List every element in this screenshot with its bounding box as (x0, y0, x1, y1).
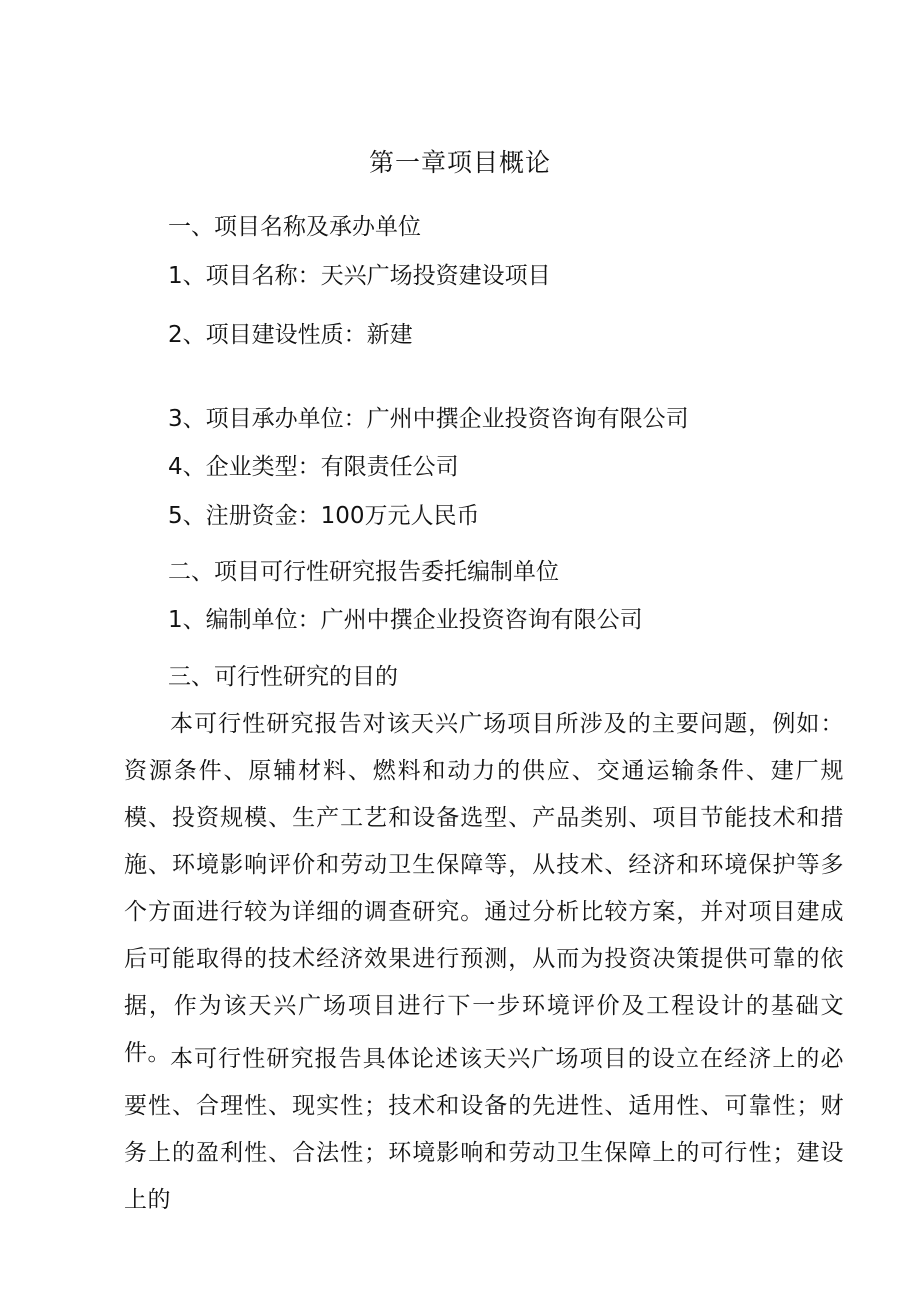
purpose-paragraph-1: 本可行性研究报告对该天兴广场项目所涉及的主要问题，例如：资源条件、原辅材料、燃料和动力的供应、交通运输条件、建厂规模、投资规模、生产工艺和设备选型、产品类别、项目节能技术和措施、环境影响评价和劳动卫生保障等，从技术、经济和环境保护等多个方面进行较为详细的调查研究。通过分析比较方案，并对项目建成后可能取得的技术经济效果进行预测，从而为投资决策提供可靠的依据，作为该天兴广场项目进行下一步环境评价及工程设计的基础文件。 (124, 711, 844, 1066)
item-project-name: 1、项目名称：天兴广场投资建设项目 (168, 263, 551, 289)
item-undertaking-unit: 3、项目承办单位：广州中撰企业投资咨询有限公司 (168, 406, 689, 432)
section-1-heading: 一、项目名称及承办单位 (168, 214, 421, 240)
chapter-title: 第一章项目概论 (368, 148, 551, 177)
section-2-heading: 二、项目可行性研究报告委托编制单位 (168, 559, 559, 585)
item-compiling-unit: 1、编制单位：广州中撰企业投资咨询有限公司 (168, 607, 643, 633)
item-construction-nature: 2、项目建设性质：新建 (168, 322, 413, 348)
purpose-paragraph-2: 本可行性研究报告具体论述该天兴广场项目的设立在经济上的必要性、合理性、现实性；技术和设备的先进性、适用性、可靠性；财务上的盈利性、合法性；环境影响和劳动卫生保障上的可行性；建设上的 (124, 1046, 844, 1213)
item-registered-capital: 5、注册资金：100万元人民币 (168, 503, 480, 529)
section-3-heading: 三、可行性研究的目的 (168, 664, 398, 690)
item-enterprise-type: 4、企业类型：有限责任公司 (168, 454, 459, 480)
